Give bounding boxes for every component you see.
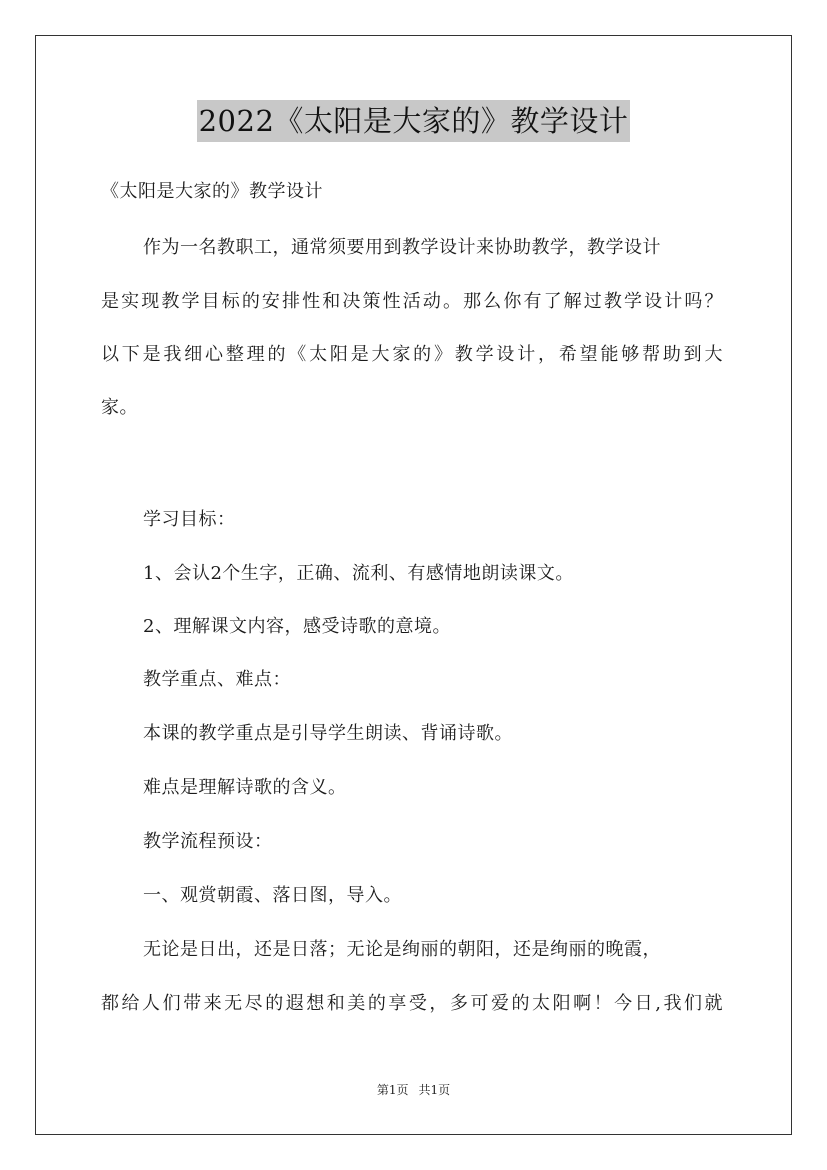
page-total: 共1页: [418, 1083, 451, 1097]
key-points-heading: 教学重点、难点：: [143, 669, 291, 690]
paragraph-line: 都给人们带来无尽的遐想和美的享受，多可爱的太阳啊！今日,我们就: [101, 993, 723, 1014]
process-heading: 教学流程预设：: [143, 831, 273, 852]
paragraph-line: 无论是日出，还是日落；无论是绚丽的朝阳，还是绚丽的晚霞，: [143, 939, 661, 960]
intro-line: 家。: [101, 397, 138, 418]
process-step: 一、观赏朝霞、落日图，导入。: [143, 885, 402, 906]
difficulty-text: 难点是理解诗歌的含义。: [143, 777, 347, 798]
key-point-text: 本课的教学重点是引导学生朗读、背诵诗歌。: [143, 723, 513, 744]
page-number: 第1页: [376, 1083, 409, 1097]
intro-line: 是实现教学目标的安排性和决策性活动。那么你有了解过教学设计吗？: [101, 291, 723, 312]
objective-item: 2、理解课文内容，感受诗歌的意境。: [143, 616, 451, 637]
intro-line: 作为一名教职工，通常须要用到教学设计来协助教学，教学设计: [143, 237, 661, 258]
title-container: [0, 100, 827, 142]
subtitle: 《太阳是大家的》教学设计: [101, 181, 323, 202]
objectives-heading: 学习目标：: [143, 509, 236, 530]
document-title: 2022《太阳是大家的》教学设计: [197, 100, 631, 142]
intro-line: 以下是我细心整理的《太阳是大家的》教学设计，希望能够帮助到大: [101, 344, 723, 365]
page-footer: [0, 1082, 827, 1098]
objective-item: 1、会认2个生字，正确、流利、有感情地朗读课文。: [143, 563, 574, 584]
